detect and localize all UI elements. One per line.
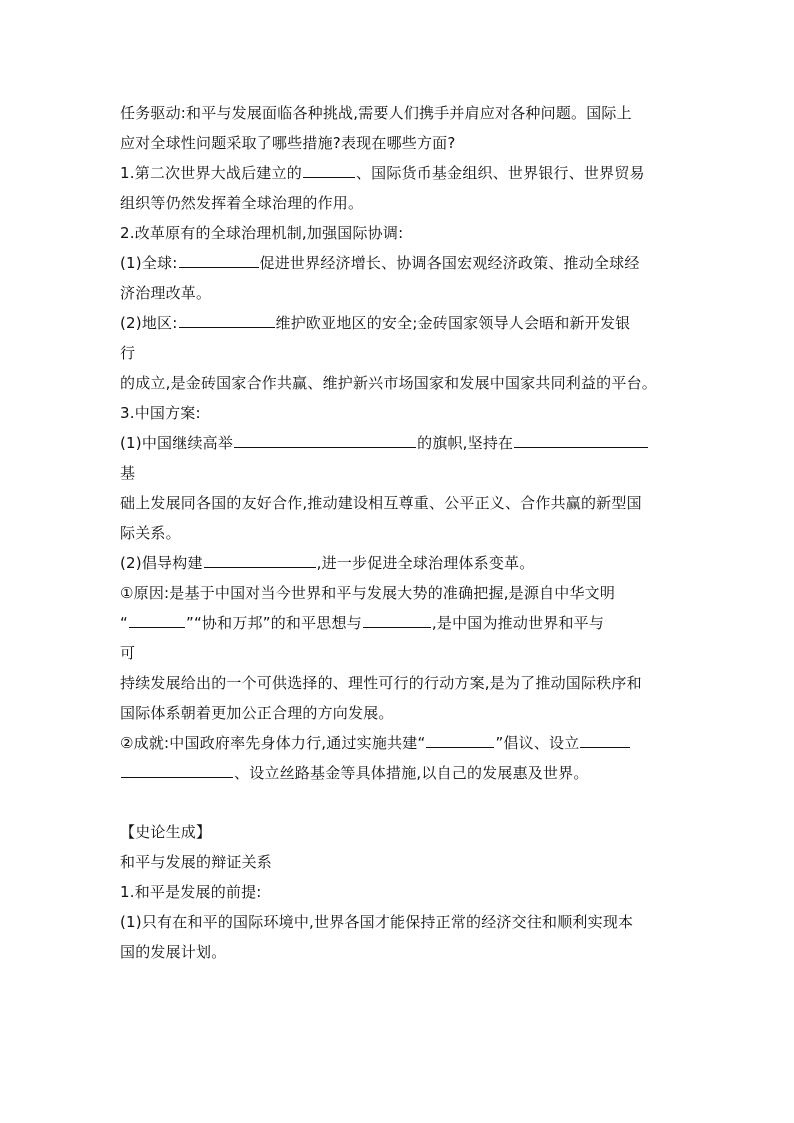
item2-region-line-2: 行	[120, 344, 136, 362]
achieve-text-c: 、设立丝路基金等具体措施,以自己的发展惠及世界。	[234, 764, 589, 782]
task-line-1: 任务驱动:和平与发展面临各种挑战,需要人们携手并肩应对各种问题。国际上	[120, 104, 632, 122]
fill-blank-10-end[interactable]	[121, 760, 233, 778]
fill-blank-3[interactable]	[179, 310, 275, 328]
item2-global-label: (1)全球:	[120, 254, 178, 272]
item2-region-line	[120, 308, 676, 338]
fill-blank-7[interactable]	[129, 610, 185, 628]
item2-region-label: (2)地区:	[120, 314, 178, 332]
task-line-2: 应对全球性问题采取了哪些措施?表现在哪些方面?	[120, 134, 456, 152]
item3-p2-line	[120, 548, 676, 578]
item3-title: 3.中国方案:	[120, 404, 201, 422]
item3-p1-line-4: 际关系。	[120, 524, 181, 542]
item2-title: 2.改革原有的全球治理机制,加强国际协调:	[120, 224, 404, 242]
achieve-line-1	[120, 728, 676, 758]
fill-blank-8[interactable]	[363, 610, 431, 628]
reason-quote-open: “	[120, 614, 128, 632]
document-body	[120, 98, 676, 967]
item3-p1-text-b: 的旗帜,坚持在	[417, 434, 514, 452]
reason-line-5: 国际体系朝着更加公正合理的方向发展。	[120, 704, 394, 722]
section-subtitle: 和平与发展的辩证关系	[120, 853, 273, 871]
item1-line-2: 组织等仍然发挥着全球治理的作用。	[120, 194, 364, 212]
section-point-1: 1.和平是发展的前提:	[120, 883, 262, 901]
item2-region-text: 维护欧亚地区的安全;金砖国家领导人会晤和新开发银	[275, 314, 631, 332]
item2-region-line-3: 的成立,是金砖国家合作共赢、维护新兴市场国家和发展中国家共同利益的平台。	[120, 374, 657, 392]
fill-blank-9[interactable]	[426, 730, 494, 748]
reason-line-1: ①原因:是基于中国对当今世界和平与发展大势的准确把握,是源自中华文明	[120, 584, 616, 602]
fill-blank-2[interactable]	[179, 250, 259, 268]
item3-p1-line-1	[120, 428, 676, 458]
reason-quote-end: ,是中国为推动世界和平与	[431, 614, 605, 632]
fill-blank-10-start[interactable]	[580, 730, 630, 748]
section-gap	[120, 788, 676, 817]
item3-p1-text-a: (1)中国继续高举	[120, 434, 234, 452]
item2-global-line	[120, 248, 676, 278]
fill-blank-1[interactable]	[303, 160, 355, 178]
achieve-line-2	[120, 758, 676, 788]
item3-p2-text-a: (2)倡导构建	[120, 554, 203, 572]
reason-line-4: 持续发展给出的一个可供选择的、理性可行的行动方案,是为了推动国际秩序和	[120, 674, 642, 692]
section-title: 【史论生成】	[120, 823, 212, 841]
fill-blank-6[interactable]	[204, 550, 316, 568]
item2-global-text: 促进世界经济增长、协调各国宏观经济政策、推动全球经	[259, 254, 640, 272]
fill-blank-5[interactable]	[514, 430, 648, 448]
item2-global-line-2: 济治理改革。	[120, 284, 212, 302]
achieve-text-a: ②成就:中国政府率先身体力行,通过实施共建“	[120, 734, 426, 752]
item3-p1-line-2: 基	[120, 464, 136, 482]
item1-line-1	[120, 158, 676, 188]
reason-quote-mid: ”“协和万邦”的和平思想与	[185, 614, 362, 632]
reason-line-2	[120, 608, 676, 638]
achieve-text-b: ”倡议、设立	[495, 734, 580, 752]
section-point-1-1-line-2: 国的发展计划。	[120, 943, 227, 961]
item1-text-a: 1.第二次世界大战后建立的	[120, 164, 302, 182]
item3-p1-line-3: 础上发展同各国的友好合作,推动建设相互尊重、公平正义、合作共赢的新型国	[120, 494, 642, 512]
item3-p2-text-b: ,进一步促进全球治理体系变革。	[316, 554, 535, 572]
item1-text-b: 、国际货币基金组织、世界银行、世界贸易	[355, 164, 645, 182]
section-point-1-1-line-1: (1)只有在和平的国际环境中,世界各国才能保持正常的经济交往和顺利实现本	[120, 913, 634, 931]
reason-line-3: 可	[120, 644, 136, 662]
fill-blank-4[interactable]	[234, 430, 416, 448]
